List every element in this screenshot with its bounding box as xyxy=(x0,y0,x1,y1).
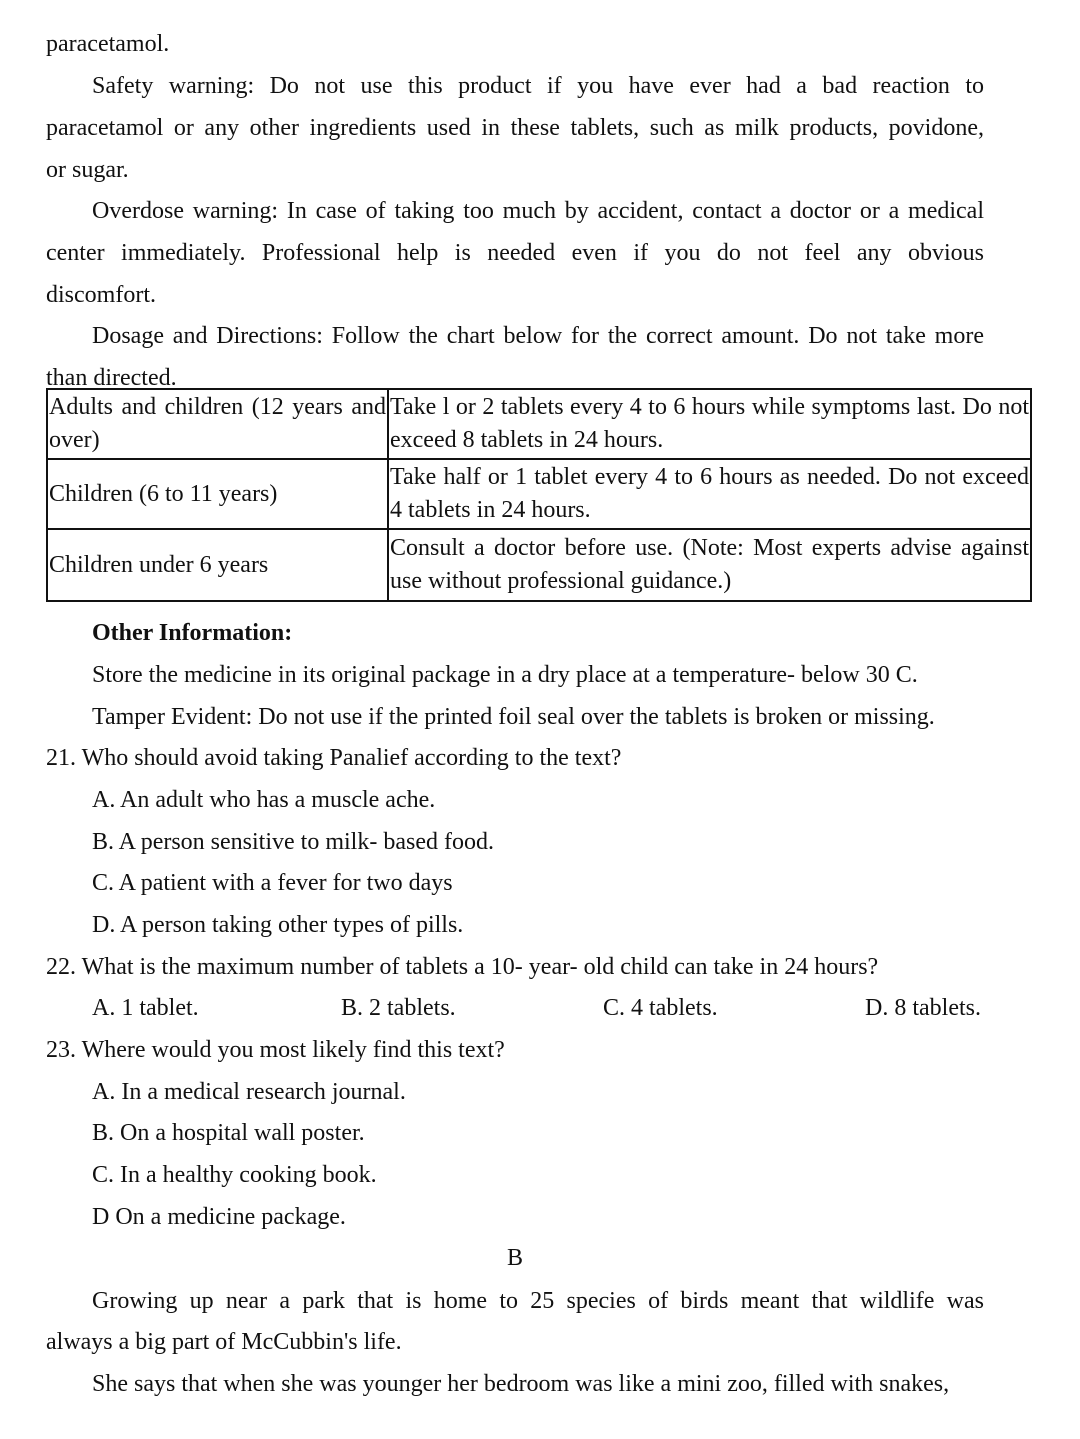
passage-b-line-1: Growing up near a park that is home to 25 species of birds meant that wildlife was xyxy=(92,1288,984,1314)
question-23-option-d: D On a medicine package. xyxy=(92,1204,346,1230)
question-21-option-d: D. A person taking other types of pills. xyxy=(92,912,464,938)
question-21-option-b: B. A person sensitive to milk- based food. xyxy=(92,829,494,855)
section-b-label: B xyxy=(507,1245,524,1271)
overdose-warning-line-3: discomfort. xyxy=(46,282,156,308)
dosage-directions-line-2: than directed. xyxy=(46,365,177,391)
tamper-evident-note: Tamper Evident: Do not use if the printed foil seal over the tablets is broken or missing. xyxy=(92,704,935,730)
age-group-cell: Children under 6 years xyxy=(47,529,388,601)
question-22-option-d: D. 8 tablets. xyxy=(865,995,981,1021)
question-22-option-a: A. 1 tablet. xyxy=(92,995,199,1021)
question-22-stem: 22. What is the maximum number of tablets a 10- year- old child can take in 24 hours? xyxy=(46,954,879,980)
question-22-option-b: B. 2 tablets. xyxy=(341,995,456,1021)
age-group-cell: Adults and children (12 years and over) xyxy=(47,389,388,459)
direction-cell: Take l or 2 tablets every 4 to 6 hours while symptoms last. Do not exceed 8 tablets in 24 hours. xyxy=(388,389,1031,459)
question-23-option-c: C. In a healthy cooking book. xyxy=(92,1162,377,1188)
overdose-warning-line-1: Overdose warning: In case of taking too much by accident, contact a doctor or a medical xyxy=(92,198,984,224)
table-row xyxy=(47,389,1031,459)
direction-cell: Take half or 1 tablet every 4 to 6 hours as needed. Do not exceed 4 tablets in 24 hours. xyxy=(388,459,1031,529)
other-information-heading: Other Information: xyxy=(92,620,293,646)
age-group-cell: Children (6 to 11 years) xyxy=(47,459,388,529)
question-23-option-b: B. On a hospital wall poster. xyxy=(92,1120,365,1146)
question-22-option-c: C. 4 tablets. xyxy=(603,995,718,1021)
direction-cell: Consult a doctor before use. (Note: Most experts advise against use without professional guidance.) xyxy=(388,529,1031,601)
question-23-stem: 23. Where would you most likely find this text? xyxy=(46,1037,505,1063)
safety-warning-line-2: paracetamol or any other ingredients used in these tablets, such as milk products, povidone, xyxy=(46,115,984,141)
dosage-table xyxy=(46,388,1032,602)
dosage-directions-line-1: Dosage and Directions: Follow the chart below for the correct amount. Do not take more xyxy=(92,323,984,349)
overdose-warning-line-2: center immediately. Professional help is needed even if you do not feel any obvious xyxy=(46,240,984,266)
question-21-option-a: A. An adult who has a muscle ache. xyxy=(92,787,436,813)
table-row xyxy=(47,529,1031,601)
safety-warning-line-3: or sugar. xyxy=(46,157,129,183)
question-21-option-c: C. A patient with a fever for two days xyxy=(92,870,453,896)
question-23-option-a: A. In a medical research journal. xyxy=(92,1079,406,1105)
table-row xyxy=(47,459,1031,529)
question-21-stem: 21. Who should avoid taking Panalief according to the text? xyxy=(46,745,622,771)
safety-warning-line-1: Safety warning: Do not use this product if you have ever had a bad reaction to xyxy=(92,73,984,99)
storage-instruction: Store the medicine in its original package in a dry place at a temperature- below 30 C. xyxy=(92,662,918,688)
text-line: paracetamol. xyxy=(46,31,170,57)
passage-b-line-3: She says that when she was younger her bedroom was like a mini zoo, filled with snakes, xyxy=(92,1371,950,1397)
passage-b-line-2: always a big part of McCubbin's life. xyxy=(46,1329,402,1355)
